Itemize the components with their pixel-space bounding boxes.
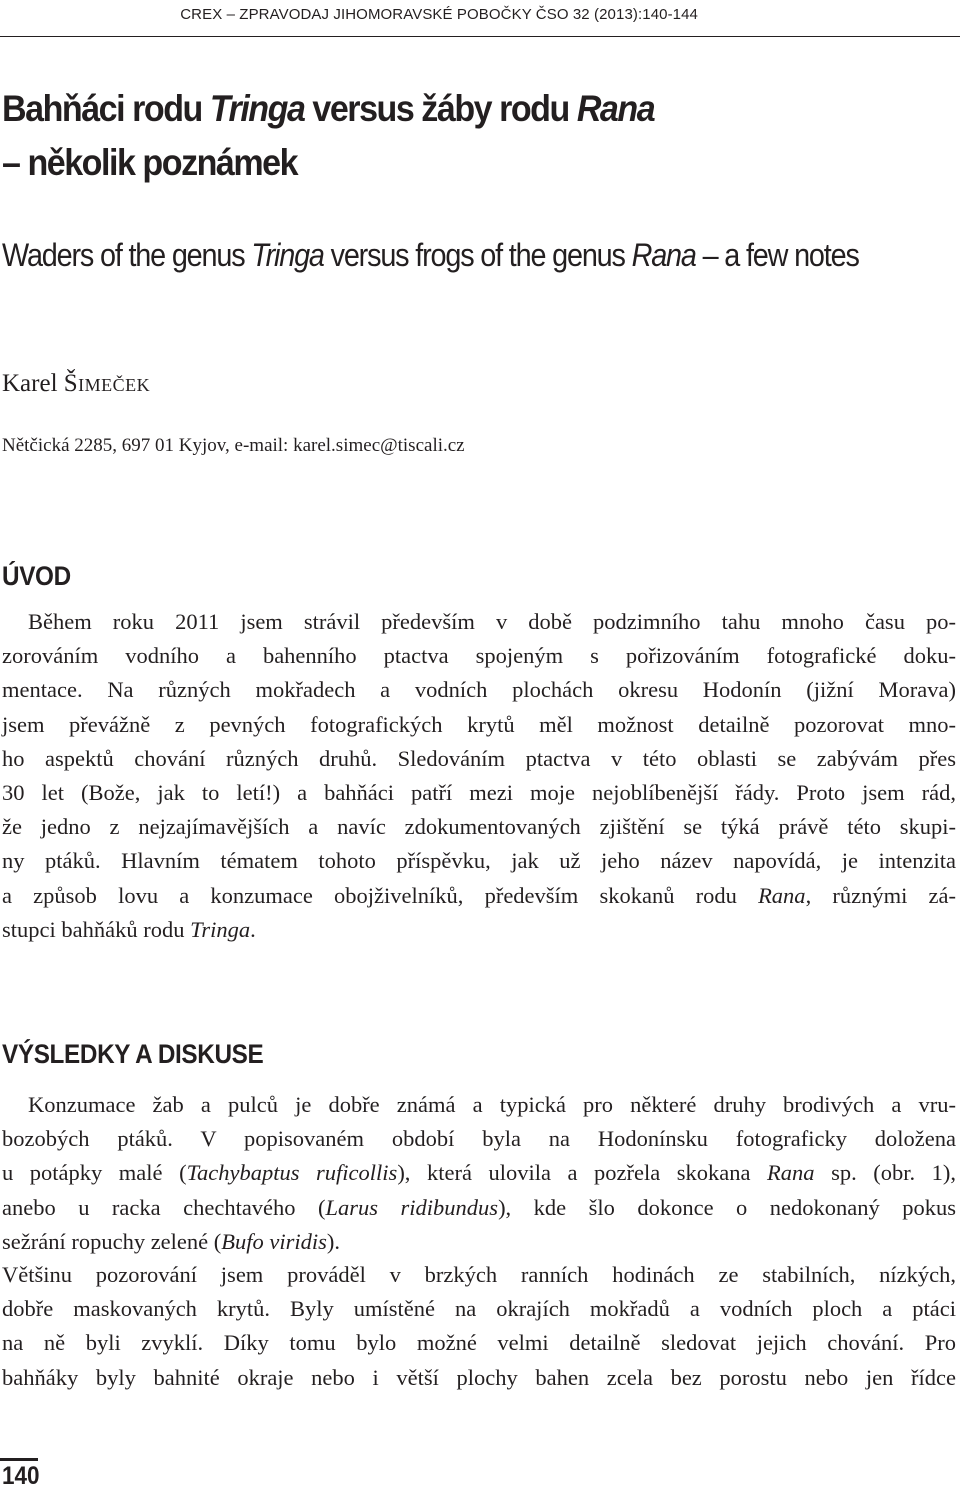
header-rule [0,36,960,37]
text-line: na ně byli zvyklí. Díky tomu bylo možné velmi detailně sledovat jejich chování. Pro [2,1330,956,1356]
section-heading-vysledky: VÝSLEDKY A DISKUSE [2,1039,264,1069]
article-title [2,82,654,190]
section-heading-uvod: ÚVOD [2,561,71,591]
paragraph-vysledky-2 [2,1258,956,1395]
running-head: CREX – ZPRAVODAJ JIHOMORAVSKÉ POBOČKY ČSO 32 (2013):140-144 [180,6,698,23]
text-line: ho aspektů chování různých druhů. Sledováním ptactva v této oblasti se zabývám přes [2,745,956,771]
text-line: stupci bahňáků rodu Tringa. [2,916,256,942]
text-line: a způsob lovu a konzumace obojživelníků, především skokanů rodu Rana, různými zá- [2,882,956,908]
page-number: 140 [2,1462,40,1490]
text-line: u potápky malé (Tachybaptus ruficollis), která ulovila a pozřela skokana Rana sp. (obr. 1), [2,1160,957,1186]
paragraph-vysledky-1 [2,1088,956,1259]
text-line: bozobých ptáků. V popisovaném období byla na Hodonínsku fotograficky doložena [2,1126,956,1152]
text-line: Většinu pozorování jsem prováděl v brzkých ranních hodinách ze stabilních, nízkých, [2,1262,956,1287]
text-line: Konzumace žab a pulců je dobře známá a typická pro některé druhy brodivých a vru- [28,1092,956,1117]
text-line: jsem převážně z pevných fotografických krytů měl možnost detailně pozorovat mno- [2,711,956,737]
text-line: anebo u racka chechtavého (Larus ridibundus), kde šlo dokonce o nedokonaný pokus [2,1194,956,1220]
text-line: že jedno z nejzajímavějších a navíc zdokumentovaných zjištění se týká právě této skupi- [2,814,956,840]
paragraph-uvod [2,605,956,947]
author-name: Karel Šimeček [2,370,151,397]
title-line-2: – několik poznámek [2,142,298,183]
text-line: Během roku 2011 jsem strávil především v době podzimního tahu mnoho času po- [28,609,956,634]
text-line: ny ptáků. Hlavním tématem tohoto příspěvku, jak už jeho název napovídá, je intenzita [2,848,956,874]
text-line: zorováním vodního a bahenního ptactva spojeným s pořizováním fotografické doku- [2,643,956,669]
text-line: mentace. Na různých mokřadech a vodních plochách okresu Hodonín (jižní Morava) [2,677,956,703]
text-line: 30 let (Bože, jak to letí!) a bahňáci patří mezi moje nejoblíbenější řády. Proto jsem rád, [2,780,956,806]
article-subtitle: Waders of the genus Tringa versus frogs of the genus Rana – a few notes [2,237,859,273]
text-line: dobře maskovaných krytů. Byly umístěné na okrajích mokřadů a vodních ploch a ptáci [2,1296,956,1322]
author-address: Nětčická 2285, 697 01 Kyjov, e-mail: karel.simec@tiscali.cz [2,435,465,456]
text-line: bahňáky byly bahnité okraje nebo i větší plochy bahen zcela bez porostu nebo jen řídce [2,1364,956,1390]
title-line-1: Bahňáci rodu Tringa versus žáby rodu Rana [2,88,655,129]
text-line: sežrání ropuchy zelené (Bufo viridis). [2,1228,341,1254]
